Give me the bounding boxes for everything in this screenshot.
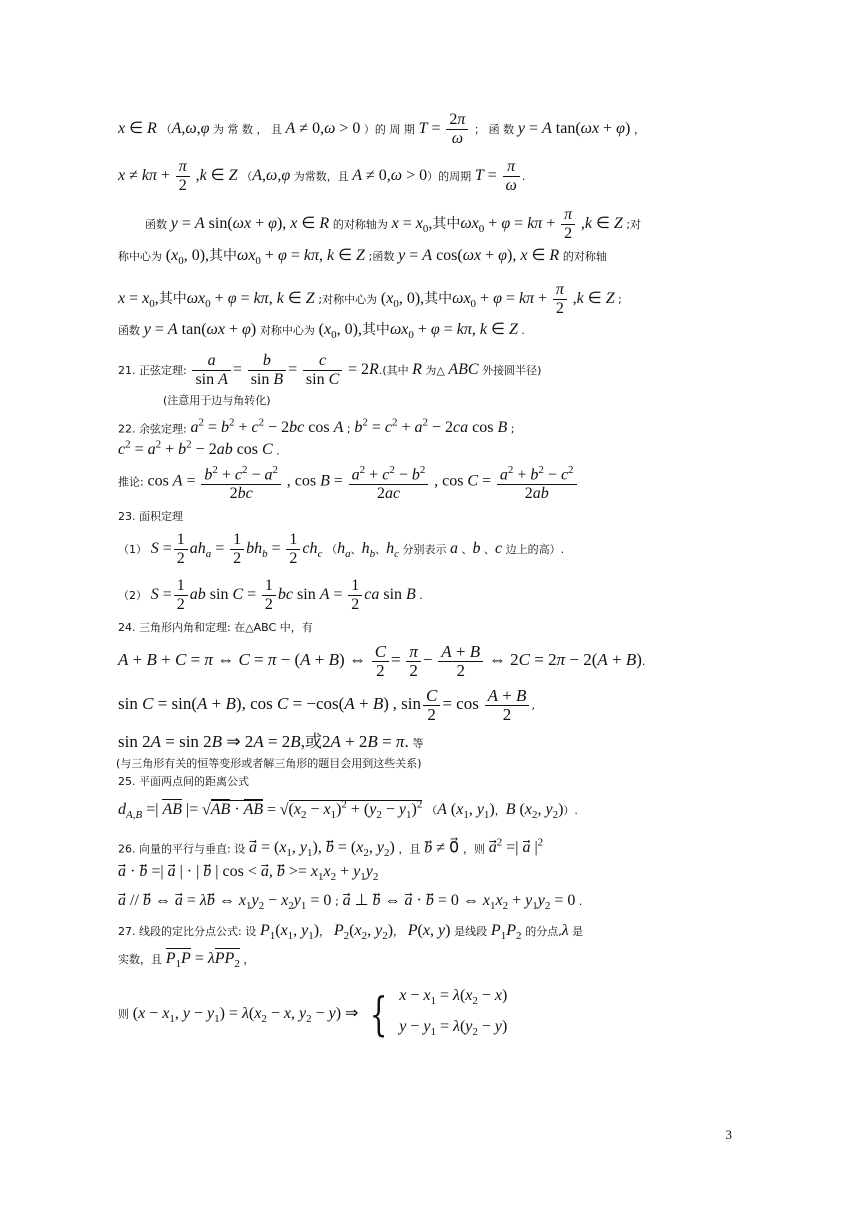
angle-sum-trig: sin C = sin(A + B), cos C = −cos(A + B) , sin $\frac{C}{2}$ = cos $\frac{A + B}{2}$ , <box>118 686 535 724</box>
section-point-ratio: 实数，且 $P_1P = \lambda PP_2$ ， <box>118 950 255 971</box>
cosine-corollary: 推论: cos A = $\frac{b^2 + c^2 - a^2}{2bc}$ , cos B = $\frac{a^2 + c^2 - b^2}{2ac}$ , cos C = $\frac{a^2 + b^2 - c^2}{2ab}$ <box>118 461 820 503</box>
angle-sum-sin2: sin 2A = sin 2B ⇒ 2A = 2B,或2A + 2B = π. 等 <box>118 732 424 751</box>
distance-formula: $d_{A,B}$ =| AB |= √AB · AB = $√(x_2 - x_1)^2 + (y_2 - y_1)^2$ （A ($x_1$, $y_1$)，B ($x_2$, $y_2$)）. <box>118 799 578 822</box>
domain-tan-line: x ≠ kπ + $\frac{\pi}{2}$ ,k ∈ Z （A,ω,φ 为常数，且 A ≠ 0,ω > 0）的周期 T = $\frac{\pi}{\omega}$ . <box>118 158 526 194</box>
sine-law-note: (注意用于边与角转化) <box>163 394 271 407</box>
sine-law: 21. 正弦定理: $\frac{a}{\text{sin A}}$ = $\frac{b}{\text{sin B}}$ = $\frac{c}{\text{sin C}}$ = 2R.(其中 R 为△ ABC 外接圆半径) <box>118 352 542 388</box>
page-number: 3 <box>725 1127 732 1142</box>
cos-symmetry-line: $x = x_0$,其中$\omega x_0 + \varphi = k\pi$, k ∈ Z ;对称中心为 ($x_0$, 0),其中$\omega x_0 + \varphi = k\pi$ + $\frac{\pi}{2}$ ,k ∈ Z ; <box>118 281 622 317</box>
period-tan-line: x ∈ R （A,ω,φ 为 常 数 ， 且 A ≠ 0,ω > 0 ）的 周 期 T = $\frac{2\pi}{\omega}$ ； 函 数 y = A tan(ωx + φ) ， <box>118 111 646 147</box>
section-title: 22. 余弦定理: <box>118 422 187 436</box>
area-formula-1: （1） S = $\frac{1}{2}$ $ah_a$ = $\frac{1}{2}$ $bh_b$ = $\frac{1}{2}$ $ch_c$ （$h_a$、$h_b$、$h_c$ 分别表示 a 、b 、c 边上的高）. <box>118 531 565 567</box>
angle-sum-eq: A + B + C = π ⇔ C = π − (A + B) ⇔ $\frac{C}{2}$ = $\frac{\pi}{2}$ − $\frac{A + B}{2}$ ⇔ 2C = 2π − 2(A + B). <box>118 642 646 680</box>
vector-dot: a⃗ · b⃗ =| a⃗ | · | b⃗ | cos < a⃗, b⃗ >= $x_1x_2 + y_1y_2$ <box>118 863 379 884</box>
sin-center-line: 称中心为 ($x_0$, 0),其中$\omega x_0 + \varphi = k\pi$, k ∈ Z ;函数 y = A cos(ωx + φ), x ∈ R 的对称轴 <box>118 247 607 268</box>
tan-center-line: 函数 y = A tan(ωx + φ) 对称中心为 ($x_0$, 0),其中$\omega x_0 + \varphi = k\pi$, k ∈ Z . <box>118 321 525 342</box>
fraction-2pi-omega: $\frac{2\pi}{\omega}$ <box>446 111 468 148</box>
distance-title: 25. 平面两点间的距离公式 <box>118 775 249 788</box>
angle-sum-note: (与三角形有关的恒等变形或者解三角形的题目会用到这些关系) <box>116 757 422 770</box>
section-point-title: 27. 线段的定比分点公式: 设 $P_1(x_1$, $y_1$)， $P_2(x_2$, $y_2$)， P(x, y) 是线段 $P_1P_2$ 的分点,λ 是 <box>118 922 584 943</box>
area-formula-2: （2） S = $\frac{1}{2}$ ab sin C = $\frac{1}{2}$ bc sin A = $\frac{1}{2}$ ca sin B . <box>118 577 423 613</box>
cosine-law-c: $c^2 = a^2 + b^2 - 2ab$ cos C . <box>118 439 280 459</box>
vector-title: 26. 向量的平行与垂直: 设 a⃗ = ($x_1$, $y_1$), b⃗ = ($x_2$, $y_2$) ，且 b⃗ ≠ 0⃗ ，则 $a^2$ =| a⃗ $|^2$ <box>118 837 544 860</box>
section-point-system: 则 ($x - x_1$, $y - y_1) = \lambda(x_2 - x$, $y_2 - y$) ⇒ { $x - x_1 = \lambda(x_2 - x)$ $y - y_1 = \lambda(y_2 - y)$ <box>118 987 508 1042</box>
sin-symmetry-line: 函数 y = A sin(ωx + φ), x ∈ R 的对称轴为 $x = x_0$,其中$\omega x_0 + \varphi = k\pi$ + $\frac{\pi}{2}$ ,k ∈ Z ;对 <box>145 206 642 242</box>
vector-parallel-perp: a⃗ // b⃗ ⇔ a⃗ = λb⃗ ⇔ $x_1y_2 - x_2y_1 = 0$ ; a⃗ ⊥ b⃗ ⇔ a⃗ · b⃗ = 0 ⇔ $x_1x_2 + y_1y_2 = 0$ . <box>118 892 583 913</box>
angle-sum-title: 24. 三角形内角和定理: 在△ABC 中，有 <box>118 621 313 634</box>
area-title: 23. 面积定理 <box>118 510 183 523</box>
section-title: 21. 正弦定理: <box>118 363 187 377</box>
cosine-law: 22. 余弦定理: $a^2 = b^2 + c^2 - 2bc$ cos A ; $b^2 = c^2 + a^2 - 2ca$ cos B ; <box>118 417 515 437</box>
